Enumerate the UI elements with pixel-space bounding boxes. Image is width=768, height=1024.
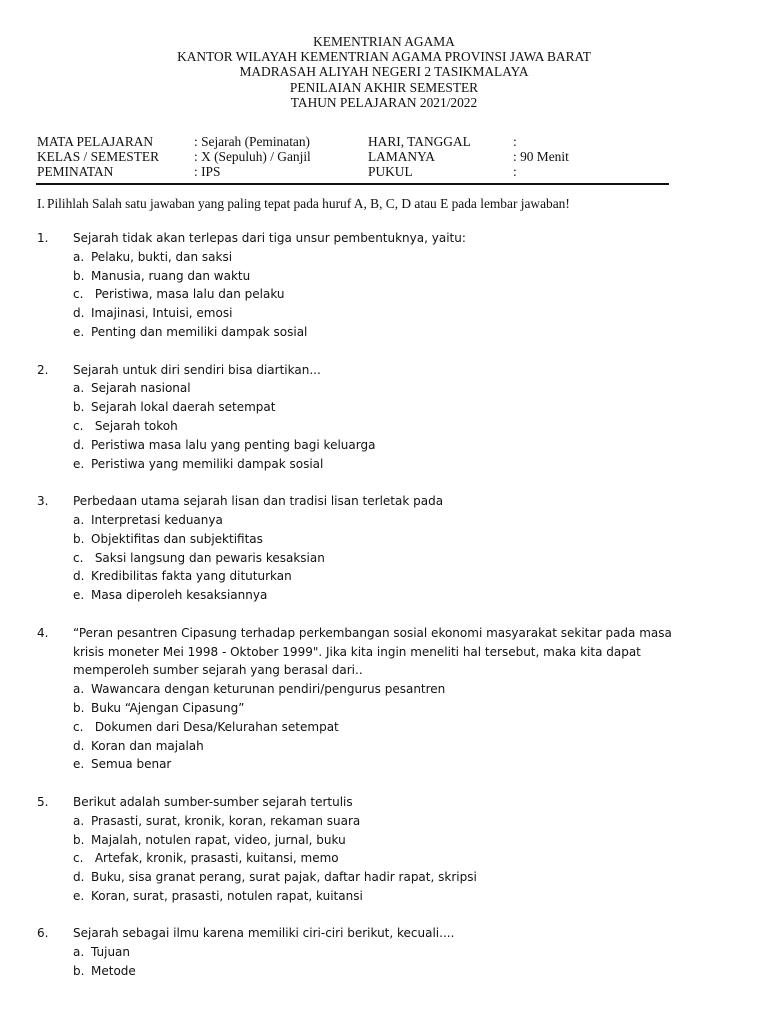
option-text: Objektifitas dan subjektifitas bbox=[91, 531, 263, 546]
option-letter: d. bbox=[73, 306, 85, 321]
info-label-specialization: PEMINATAN bbox=[37, 164, 114, 180]
answer-option bbox=[73, 699, 737, 718]
answer-option bbox=[73, 943, 737, 962]
answer-option bbox=[73, 398, 737, 417]
question-number: 2. bbox=[37, 362, 49, 377]
option-letter: c. bbox=[73, 550, 84, 565]
option-text: Manusia, ruang dan waktu bbox=[91, 268, 251, 283]
answer-option bbox=[73, 680, 737, 699]
answer-options bbox=[73, 680, 737, 774]
option-text: Sejarah lokal daerah setempat bbox=[91, 400, 276, 415]
info-row bbox=[37, 164, 677, 179]
option-letter: e. bbox=[73, 888, 85, 903]
document-header bbox=[0, 34, 768, 110]
answer-option bbox=[73, 887, 737, 906]
header-line-school: MADRASAH ALIYAH NEGERI 2 TASIKMALAYA bbox=[239, 64, 529, 80]
option-letter: d. bbox=[73, 569, 85, 584]
question-text: Sejarah tidak akan terlepas dari tiga unsur pembentuknya, yaitu: bbox=[73, 231, 466, 245]
question-text: Berikut adalah sumber-sumber sejarah tertulis bbox=[73, 794, 353, 809]
info-label-time: PUKUL bbox=[368, 164, 413, 180]
option-text: Interpretasi keduanya bbox=[91, 512, 223, 527]
answer-option bbox=[73, 304, 737, 323]
info-value-time: : bbox=[513, 164, 517, 180]
answer-option bbox=[73, 248, 737, 267]
answer-options bbox=[73, 943, 737, 981]
option-letter: b. bbox=[73, 700, 85, 715]
info-label-date: HARI, TANGGAL bbox=[368, 134, 471, 149]
option-letter: c. bbox=[73, 287, 84, 302]
question-text: Perbedaan utama sejarah lisan dan tradisi lisan terletak pada bbox=[73, 494, 444, 509]
answer-option bbox=[73, 379, 737, 398]
question-item bbox=[37, 793, 737, 906]
option-text: Koran, surat, prasasti, notulen rapat, kuitansi bbox=[91, 888, 363, 903]
instruction-text: Pilihlah Salah satu jawaban yang paling tepat pada huruf A, B, C, D atau E pada lembar jawaban! bbox=[47, 196, 570, 211]
option-text: Pelaku, bukti, dan saksi bbox=[91, 249, 233, 264]
option-text: Penting dan memiliki dampak sosial bbox=[91, 324, 308, 339]
option-letter: c. bbox=[73, 719, 84, 734]
option-text: Wawancara dengan keturunan pendiri/pengurus pesantren bbox=[91, 682, 446, 697]
info-row bbox=[37, 134, 677, 149]
question-number: 6. bbox=[37, 926, 49, 941]
answer-option bbox=[73, 567, 737, 586]
header-line-ministry: KEMENTRIAN AGAMA bbox=[313, 34, 455, 49]
answer-options bbox=[73, 379, 737, 473]
question-text: “Peran pesantren Cipasung terhadap perkembangan sosial ekonomi masyarakat sekitar pada masa krisis moneter Mei 1998 - Oktober 1999". Jika kita ingin meneliti hal tersebut, maka kita dapat memperoleh sumber sejarah yang berasal dari.. bbox=[73, 625, 672, 678]
option-text: Masa diperoleh kesaksiannya bbox=[91, 588, 268, 603]
question-item bbox=[37, 624, 737, 774]
info-label-subject: MATA PELAJARAN bbox=[37, 134, 154, 149]
info-value-date: : bbox=[513, 134, 517, 149]
answer-options bbox=[73, 248, 737, 342]
option-letter: e. bbox=[73, 588, 85, 603]
option-letter: a. bbox=[73, 249, 85, 264]
option-text: Sejarah tokoh bbox=[91, 418, 178, 433]
option-letter: e. bbox=[73, 324, 85, 339]
answer-option bbox=[73, 511, 737, 530]
option-text: Peristiwa masa lalu yang penting bagi keluarga bbox=[91, 437, 376, 452]
answer-option bbox=[73, 831, 737, 850]
option-letter: a. bbox=[73, 813, 85, 828]
answer-option bbox=[73, 436, 737, 455]
answer-option bbox=[73, 737, 737, 756]
option-text: Peristiwa yang memiliki dampak sosial bbox=[91, 456, 324, 471]
question-list bbox=[37, 229, 737, 1000]
header-divider bbox=[36, 183, 669, 185]
answer-option bbox=[73, 868, 737, 887]
option-text: Prasasti, surat, kronik, koran, rekaman suara bbox=[91, 813, 361, 828]
option-text: Tujuan bbox=[91, 945, 131, 960]
option-letter: b. bbox=[73, 400, 85, 415]
answer-option bbox=[73, 586, 737, 605]
option-letter: c. bbox=[73, 851, 84, 866]
question-text: Sejarah untuk diri sendiri bisa diartikan... bbox=[73, 362, 321, 377]
section-numeral: I. bbox=[37, 196, 45, 211]
answer-option bbox=[73, 417, 737, 436]
info-row bbox=[37, 149, 677, 164]
answer-option bbox=[73, 323, 737, 342]
question-item bbox=[37, 492, 737, 605]
question-number: 5. bbox=[37, 794, 49, 809]
option-letter: c. bbox=[73, 418, 84, 433]
info-value-specialization: : IPS bbox=[194, 164, 221, 180]
answer-options bbox=[73, 812, 737, 906]
question-item bbox=[37, 361, 737, 474]
option-letter: b. bbox=[73, 832, 85, 847]
answer-option bbox=[73, 962, 737, 981]
answer-option bbox=[73, 755, 737, 774]
option-letter: b. bbox=[73, 964, 85, 979]
question-number: 4. bbox=[37, 625, 49, 640]
option-letter: a. bbox=[73, 381, 85, 396]
answer-option bbox=[73, 285, 737, 304]
option-text: Imajinasi, Intuisi, emosi bbox=[91, 306, 233, 321]
header-line-regional-office: KANTOR WILAYAH KEMENTRIAN AGAMA PROVINSI JAWA BARAT bbox=[177, 49, 591, 65]
info-label-class: KELAS / SEMESTER bbox=[37, 149, 160, 165]
option-text: Buku, sisa granat perang, surat pajak, daftar hadir rapat, skripsi bbox=[91, 870, 477, 885]
header-line-academic-year: TAHUN PELAJARAN 2021/2022 bbox=[290, 94, 478, 110]
option-text: Saksi langsung dan pewaris kesaksian bbox=[91, 550, 325, 565]
answer-option bbox=[73, 549, 737, 568]
option-text: Sejarah nasional bbox=[91, 381, 191, 396]
option-text: Dokumen dari Desa/Kelurahan setempat bbox=[91, 719, 339, 734]
question-number: 1. bbox=[37, 231, 49, 245]
question-item bbox=[37, 229, 737, 342]
info-value-subject: : Sejarah (Peminatan) bbox=[194, 134, 311, 149]
answer-options bbox=[73, 511, 737, 605]
option-letter: a. bbox=[73, 512, 85, 527]
exam-info-table bbox=[37, 134, 677, 180]
option-text: Peristiwa, masa lalu dan pelaku bbox=[91, 287, 285, 302]
header-line-exam: PENILAIAN AKHIR SEMESTER bbox=[289, 79, 479, 95]
question-item bbox=[37, 924, 737, 980]
option-letter: b. bbox=[73, 268, 85, 283]
option-text: Artefak, kronik, prasasti, kuitansi, memo bbox=[91, 851, 339, 866]
answer-option bbox=[73, 455, 737, 474]
option-letter: a. bbox=[73, 945, 85, 960]
answer-option bbox=[73, 718, 737, 737]
option-text: Semua benar bbox=[91, 757, 172, 772]
option-text: Kredibilitas fakta yang dituturkan bbox=[91, 569, 292, 584]
info-label-duration: LAMANYA bbox=[368, 149, 435, 165]
answer-option bbox=[73, 267, 737, 286]
option-letter: e. bbox=[73, 456, 85, 471]
option-letter: d. bbox=[73, 870, 85, 885]
option-letter: d. bbox=[73, 437, 85, 452]
answer-option bbox=[73, 530, 737, 549]
info-value-duration: : 90 Menit bbox=[513, 149, 569, 165]
answer-option bbox=[73, 812, 737, 831]
info-value-class: : X (Sepuluh) / Ganjil bbox=[194, 149, 311, 165]
option-letter: b. bbox=[73, 531, 85, 546]
option-text: Majalah, notulen rapat, video, jurnal, buku bbox=[91, 832, 346, 847]
option-text: Koran dan majalah bbox=[91, 738, 204, 753]
question-number: 3. bbox=[37, 494, 49, 509]
option-text: Metode bbox=[91, 964, 136, 979]
question-text: Sejarah sebagai ilmu karena memiliki ciri-ciri berikut, kecuali.... bbox=[73, 926, 455, 941]
option-letter: d. bbox=[73, 738, 85, 753]
option-text: Buku “Ajengan Cipasung” bbox=[91, 700, 245, 715]
option-letter: e. bbox=[73, 757, 85, 772]
answer-option bbox=[73, 849, 737, 868]
option-letter: a. bbox=[73, 682, 85, 697]
